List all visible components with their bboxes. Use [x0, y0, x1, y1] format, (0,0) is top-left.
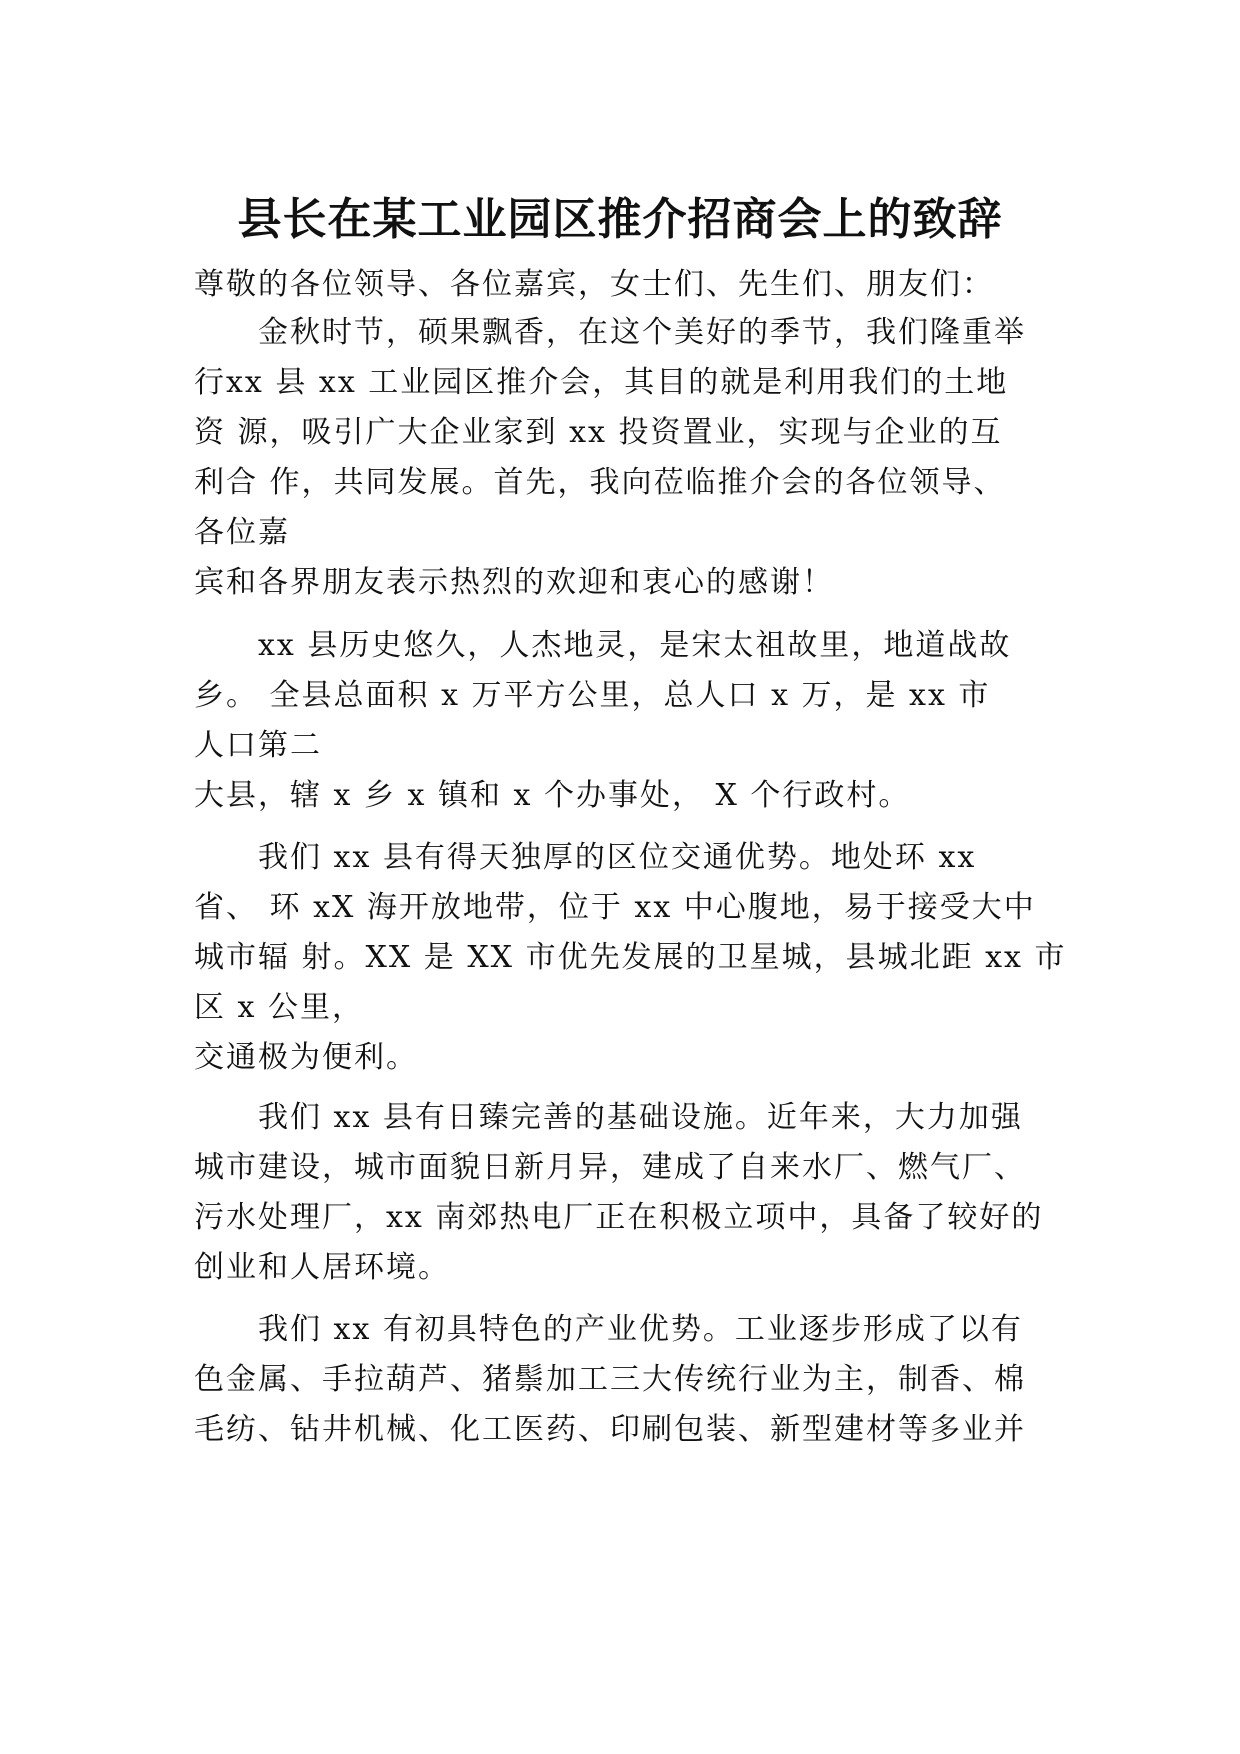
body-line: 色金属、手拉葫芦、猪鬃加工三大传统行业为主，制香、棉 — [194, 1362, 1026, 1397]
body-line: xx 县历史悠久，人杰地灵，是宋太祖故里，地道战故 — [258, 628, 1012, 663]
body-line: 省、 环 xX 海开放地带，位于 xx 中心腹地，易于接受大中 — [194, 890, 1036, 925]
body-line: 区 x 公里， — [194, 990, 364, 1025]
salutation-line: 尊敬的各位领导、各位嘉宾，女士们、先生们、朋友们： — [194, 267, 994, 302]
body-line: 污水处理厂，xx 南郊热电厂正在积极立项中，具备了较好的 — [194, 1200, 1044, 1235]
body-line: 我们 xx 县有得天独厚的区位交通优势。地处环 xx — [258, 840, 977, 875]
body-line: 宾和各界朋友表示热烈的欢迎和衷心的感谢！ — [194, 565, 834, 600]
body-line: 各位嘉 — [194, 515, 290, 550]
body-line: 城市建设，城市面貌日新月异，建成了自来水厂、燃气厂、 — [194, 1150, 1026, 1185]
document-title: 县长在某工业园区推介招商会上的致辞 — [237, 194, 1003, 245]
body-line: 乡。 全县总面积 x 万平方公里，总人口 x 万，是 xx 市 — [194, 678, 991, 713]
body-line: 我们 xx 有初具特色的产业优势。工业逐步形成了以有 — [258, 1312, 1023, 1347]
body-line: 创业和人居环境。 — [194, 1250, 450, 1285]
body-line: 利合 作，共同发展。首先，我向莅临推介会的各位领导、 — [194, 465, 1006, 500]
body-line: 行xx 县 xx 工业园区推介会，其目的就是利用我们的土地 — [194, 365, 1009, 400]
body-line: 资 源，吸引广大企业家到 xx 投资置业，实现与企业的互 — [194, 415, 1003, 450]
body-line: 我们 xx 县有日臻完善的基础设施。近年来，大力加强 — [258, 1100, 1023, 1135]
body-line: 大县，辖 x 乡 x 镇和 x 个办事处， X 个行政村。 — [194, 778, 911, 813]
body-line: 人口第二 — [194, 728, 322, 763]
body-line: 金秋时节，硕果飘香，在这个美好的季节，我们隆重举 — [258, 315, 1026, 350]
body-line: 毛纺、钻井机械、化工医药、印刷包装、新型建材等多业并 — [194, 1412, 1026, 1447]
body-line: 交通极为便利。 — [194, 1040, 418, 1075]
body-line: 城市辐 射。XX 是 XX 市优先发展的卫星城，县城北距 xx 市 — [194, 940, 1067, 975]
